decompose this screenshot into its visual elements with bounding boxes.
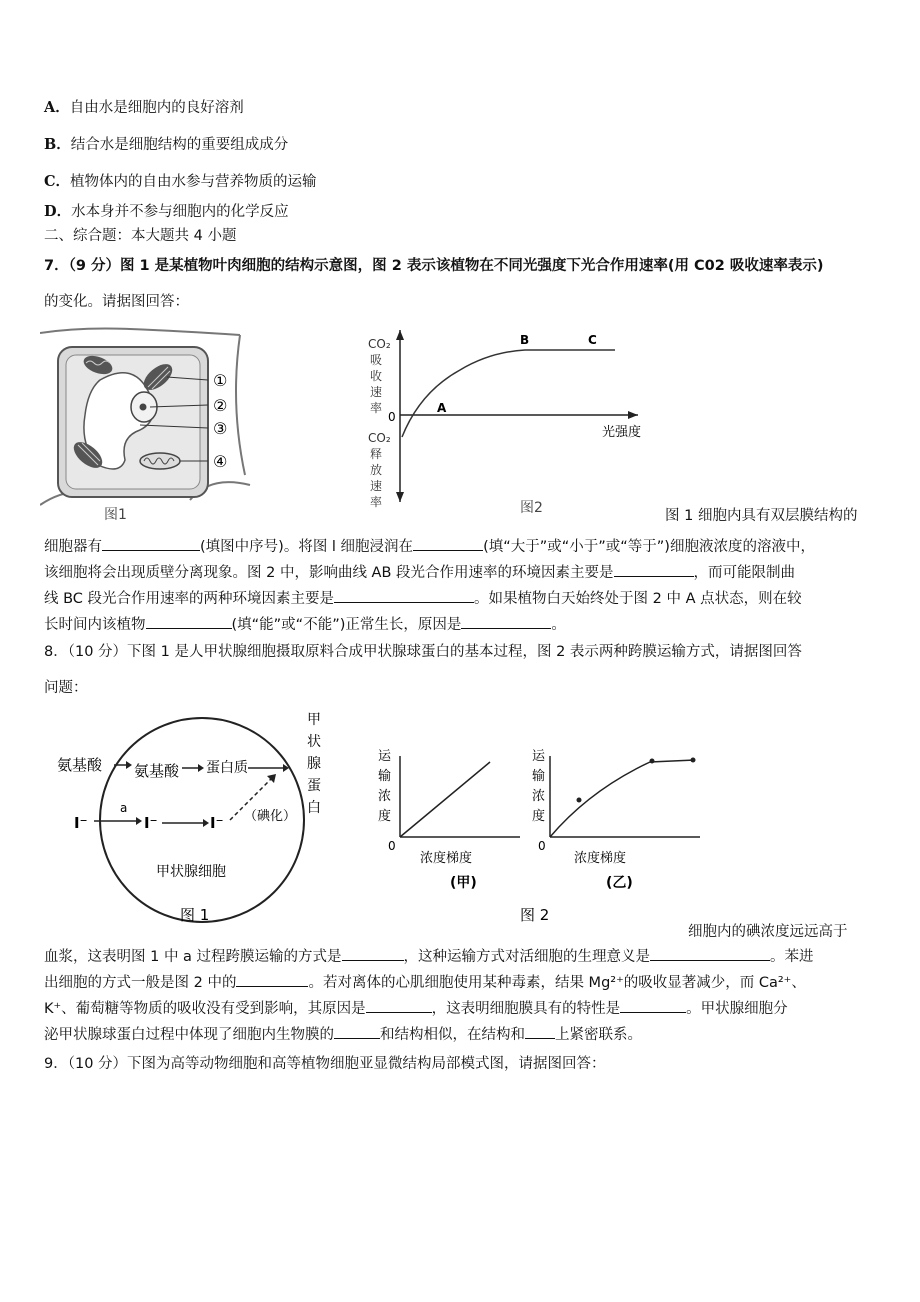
point-b: B (520, 333, 530, 347)
svg-text:输: 输 (378, 769, 392, 784)
q8-blank-7[interactable] (525, 1024, 555, 1039)
marker-4: ④ (213, 452, 228, 471)
point-a: A (437, 401, 447, 415)
q8-figure1-thyroid-cell (52, 708, 342, 928)
q8-tail: 细胞内的碘浓度远远高于 (688, 924, 848, 940)
process-a: a (120, 801, 128, 815)
svg-text:甲: 甲 (307, 712, 321, 728)
fig1-label-q8: 图 1 (180, 906, 210, 924)
svg-text:状: 状 (307, 734, 321, 750)
q9-heading: 9．（10 分）下图为高等动物细胞和高等植物细胞亚显微结构局部模式图，请据图回答： (44, 1056, 606, 1072)
blank-1[interactable] (102, 536, 200, 551)
q8-blank-1[interactable] (342, 946, 404, 961)
svg-text:CO₂: CO₂ (368, 337, 391, 351)
q7-paragraph: 细胞器有 (填图中序号)。将图 l 细胞浸润在 (填“大于”或“小于”或“等于”)细胞液浓度的溶液中， 该细胞将会出现质壁分离现象。图 2 中，影响曲线 AB 段光合作用速率的环境因素主要是 ，而可能限制曲 线 BC 段光合作用速率的两种环境因素主要是 。如果植物白天始终处于图 2 中 A 点状态，则在较 长时间内该植物 (填“能”或“不能”)正常生长，原因是 。 (44, 534, 880, 638)
amino-acid-inside: 氨基酸 (134, 762, 180, 780)
marker-3: ③ (213, 419, 228, 438)
iodide-inside-1: I⁻ (144, 814, 158, 832)
blank-4[interactable] (334, 588, 474, 603)
point-c: C (588, 333, 597, 347)
svg-text:腺: 腺 (307, 756, 321, 772)
yi-xlabel: 浓度梯度 (574, 851, 627, 866)
section-heading: 二、综合题：本大题共 4 小题 (44, 228, 237, 244)
fig2-label: 图2 (520, 500, 543, 516)
q7-heading: 7．（9 分）图 1 是某植物叶肉细胞的结构示意图，图 2 表示该植物在不同光强度下光合作用速率(用 C02 吸收速率表示) (44, 258, 824, 274)
option-a: A．自由水是细胞内的良好溶剂 (44, 99, 244, 116)
photosynthesis-curve (402, 350, 615, 437)
iodide-outside: I⁻ (74, 814, 88, 832)
svg-text:释: 释 (370, 447, 383, 461)
svg-text:度: 度 (378, 809, 392, 824)
jia-line (400, 762, 490, 837)
q8-blank-4[interactable] (366, 998, 432, 1013)
mitochondrion (140, 453, 180, 469)
yi-caption: (乙) (606, 875, 633, 891)
y-label-top (368, 337, 391, 415)
svg-text:放: 放 (370, 463, 383, 477)
protein-label: 蛋白质 (206, 760, 248, 776)
svg-text:蛋: 蛋 (307, 778, 321, 794)
q7-figure2-curve (360, 322, 660, 522)
q8-blank-6[interactable] (334, 1024, 380, 1039)
amino-acid-outside: 氨基酸 (57, 756, 103, 774)
blank-2[interactable] (413, 536, 483, 551)
blank-6[interactable] (461, 614, 551, 629)
svg-text:白: 白 (307, 800, 321, 816)
yi-curve (550, 760, 695, 837)
svg-text:速: 速 (370, 385, 383, 399)
q8-blank-2[interactable] (650, 946, 770, 961)
q8-heading: 8．（10 分）下图 1 是人甲状腺细胞摄取原料合成甲状腺球蛋白的基本过程，图 2 表示两种跨膜运输方式，请据图回答 (44, 644, 802, 660)
iodination-label: （碘化） (244, 809, 297, 824)
blank-3[interactable] (614, 562, 694, 577)
graph-jia (378, 749, 520, 891)
fig2-label-q8: 图 2 (520, 906, 550, 924)
svg-text:运: 运 (532, 749, 546, 764)
q8-paragraph: 血浆，这表明图 1 中 a 过程跨膜运输的方式是 ，这种运输方式对活细胞的生理意义是 。苯进 出细胞的方式一般是图 2 中的 。若对离体的心肌细胞使用某种毒素，结果 Mg²⁺的吸收显著减少，而 Ca²⁺、 K⁺、葡萄糖等物质的吸收没有受到影响，其原因是 ，这表明细胞膜具有的特性是 。甲状腺细胞分 泌甲状腺球蛋白过程中体现了细胞内生物膜的 和结构相似，在结构和 上紧密联系。 (44, 944, 880, 1048)
q8-heading-line2: 问题： (44, 680, 88, 696)
fig1-label: 图1 (104, 507, 127, 523)
svg-text:输: 输 (532, 769, 546, 784)
option-b: B．结合水是细胞结构的重要组成成分 (44, 136, 289, 153)
graph-yi (532, 749, 700, 891)
svg-text:度: 度 (532, 809, 546, 824)
marker-1: ① (213, 371, 228, 390)
svg-text:率: 率 (370, 495, 383, 509)
thyroglobulin-label (307, 712, 321, 816)
iodide-inside-2: I⁻ (210, 814, 224, 832)
svg-text:速: 速 (370, 479, 383, 493)
q7-tail: 图 1 细胞内具有双层膜结构的 (665, 508, 858, 524)
q7-figure1-cell (40, 325, 255, 525)
svg-text:率: 率 (370, 401, 383, 415)
svg-text:0: 0 (388, 839, 396, 853)
svg-text:收: 收 (370, 369, 383, 383)
y-label-bottom (368, 431, 391, 509)
option-c: C．植物体内的自由水参与营养物质的运输 (44, 173, 317, 190)
svg-text:运: 运 (378, 749, 392, 764)
thyroid-cell-label: 甲状腺细胞 (156, 864, 226, 880)
option-d: D．水本身并不参与细胞内的化学反应 (44, 203, 289, 220)
origin-label: 0 (388, 410, 396, 424)
svg-text:浓: 浓 (532, 789, 546, 804)
x-axis-label: 光强度 (602, 425, 642, 440)
q8-figure2-transport (370, 740, 710, 925)
jia-xlabel: 浓度梯度 (420, 851, 473, 866)
q8-blank-3[interactable] (236, 972, 308, 987)
svg-text:浓: 浓 (378, 789, 392, 804)
jia-caption: (甲) (450, 875, 477, 891)
marker-2: ② (213, 396, 228, 415)
q8-blank-5[interactable] (620, 998, 686, 1013)
blank-5[interactable] (146, 614, 232, 629)
svg-text:吸: 吸 (370, 353, 383, 367)
q7-heading-line2: 的变化。请据图回答： (44, 294, 189, 310)
svg-text:0: 0 (538, 839, 546, 853)
svg-text:CO₂: CO₂ (368, 431, 391, 445)
